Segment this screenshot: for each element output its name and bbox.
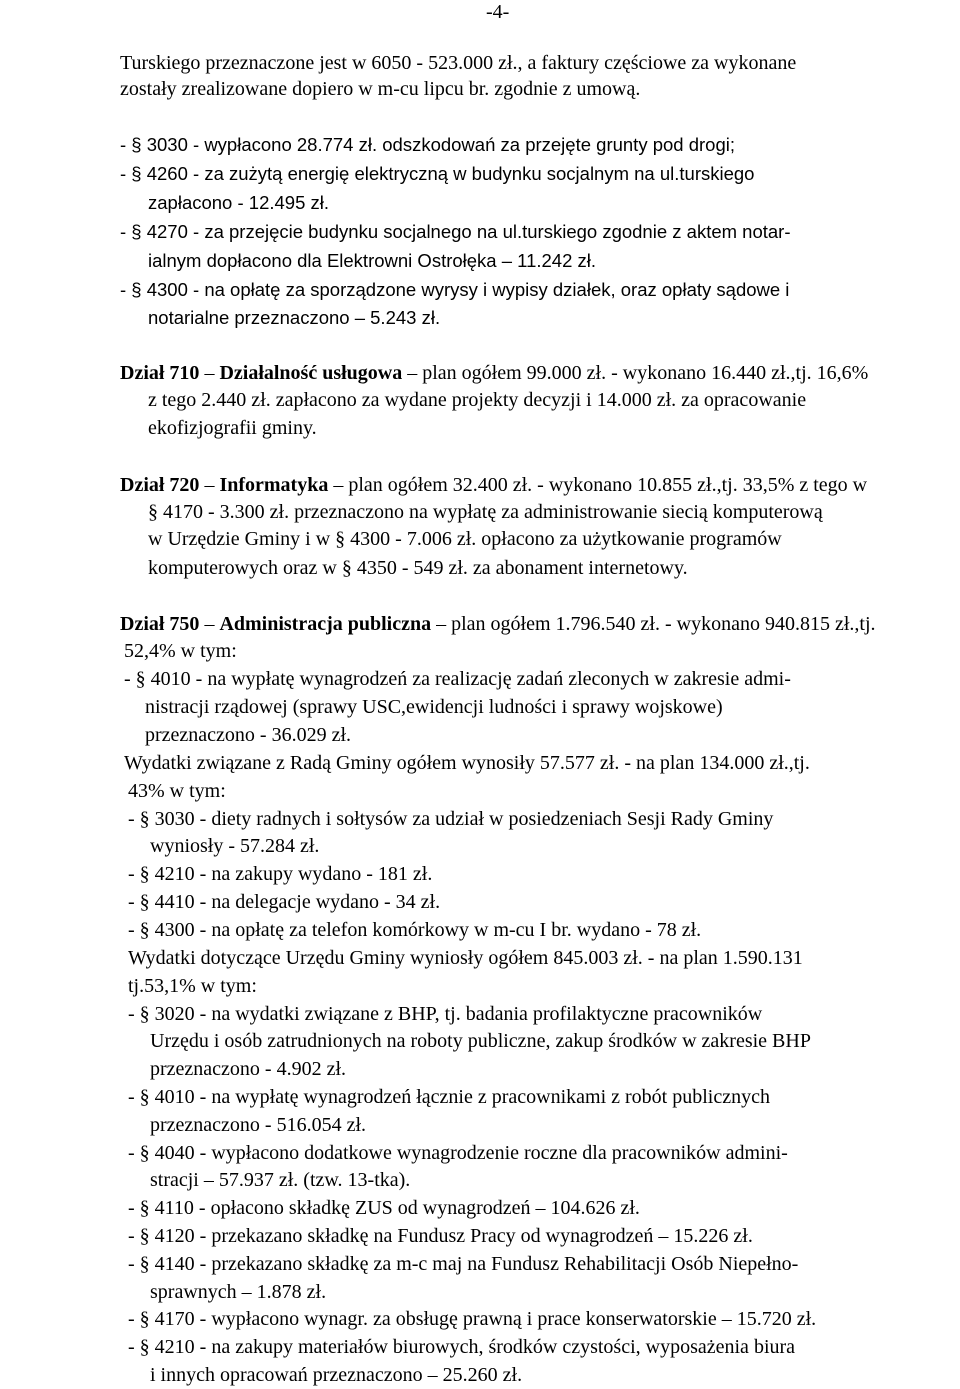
text-line: tj.53,1% w tym:	[128, 975, 257, 997]
text-line: Turskiego przeznaczone jest w 6050 - 523.000 zł., a faktury częściowe za wykonane	[120, 52, 797, 74]
section-title: Działalność usługowa	[219, 362, 403, 384]
text-line: przeznaczono - 36.029 zł.	[145, 724, 352, 746]
text-line: - § 3020 - na wydatki związane z BHP, tj. badania profilaktyczne pracowników	[128, 1003, 763, 1025]
text-line: wyniosły - 57.284 zł.	[150, 835, 320, 857]
text-line: - § 3030 - wypłacono 28.774 zł. odszkodowań za przejęte grunty pod drogi;	[120, 134, 735, 155]
text-line: zostały zrealizowane dopiero w m-cu lipcu br. zgodnie z umową.	[120, 78, 641, 100]
text-line: - § 4300 - na opłatę za sporządzone wyrysy i wypisy działek, oraz opłaty sądowe i	[120, 279, 790, 300]
text-line: nistracji rządowej (sprawy USC,ewidencji ludności i sprawy wojskowe)	[145, 696, 723, 718]
text-line: ialnym dopłacono dla Elektrowni Ostrołęka – 11.242 zł.	[148, 250, 597, 271]
text-line: notarialne przeznaczono – 5.243 zł.	[148, 307, 441, 328]
text-line: - § 4410 - na delegacje wydano - 34 zł.	[128, 891, 441, 913]
text-line: komputerowych oraz w § 4350 - 549 zł. za abonament internetowy.	[148, 557, 688, 579]
section-title: Informatyka	[219, 474, 329, 496]
text-line: - § 4110 - opłacono składkę ZUS od wynagrodzeń – 104.626 zł.	[128, 1197, 640, 1219]
text-line: - § 4210 - na zakupy wydano - 181 zł.	[128, 863, 433, 885]
text-line: - § 4260 - za zużytą energię elektryczną w budynku socjalnym na ul.turskiego	[120, 163, 755, 184]
text-line: przeznaczono - 516.054 zł.	[150, 1114, 367, 1136]
text-line: - § 4170 - wypłacono wynagr. za obsługę prawną i prace konserwatorskie – 15.720 zł.	[128, 1308, 817, 1330]
text-line: z tego 2.440 zł. zapłacono za wydane projekty decyzji i 14.000 zł. za opracowanie	[148, 389, 807, 411]
section-number: Dział 710	[120, 362, 200, 384]
section-heading-720: Dział 720 – Informatyka – plan ogółem 32.400 zł. - wykonano 10.855 zł.,tj. 33,5% z tego w	[120, 474, 868, 496]
text-line: przeznaczono - 4.902 zł.	[150, 1058, 347, 1080]
text-line: - § 4270 - za przejęcie budynku socjalnego na ul.turskiego zgodnie z aktem notar-	[120, 221, 791, 242]
section-title: Administracja publiczna	[219, 613, 432, 635]
text-line: - § 4120 - przekazano składkę na Fundusz Pracy od wynagrodzeń – 15.226 zł.	[128, 1225, 753, 1247]
text-line: § 4170 - 3.300 zł. przeznaczono na wypłatę za administrowanie siecią komputerową	[148, 501, 823, 523]
text-line: - § 4300 - na opłatę za telefon komórkowy w m-cu I br. wydano - 78 zł.	[128, 919, 702, 941]
text-line: 52,4% w tym:	[124, 640, 237, 662]
text-line: Wydatki dotyczące Urzędu Gminy wyniosły ogółem 845.003 zł. - na plan 1.590.131	[128, 947, 803, 969]
section-number: Dział 720	[120, 474, 200, 496]
text-line: ekofizjografii gminy.	[148, 417, 317, 439]
text-line: - § 4040 - wypłacono dodatkowe wynagrodzenie roczne dla pracowników admini-	[128, 1142, 788, 1164]
text-line: - § 4140 - przekazano składkę za m-c maj na Fundusz Rehabilitacji Osób Niepełno-	[128, 1253, 799, 1275]
text-line: - § 3030 - diety radnych i sołtysów za udział w posiedzeniach Sesji Rady Gminy	[128, 808, 774, 830]
section-number: Dział 750	[120, 613, 200, 635]
text-line: stracji – 57.937 zł. (tzw. 13-tka).	[150, 1169, 411, 1191]
text-line: sprawnych – 1.878 zł.	[150, 1281, 327, 1303]
section-heading-710: Dział 710 – Działalność usługowa – plan ogółem 99.000 zł. - wykonano 16.440 zł.,tj. 16,6%	[120, 362, 869, 384]
section-heading-750: Dział 750 – Administracja publiczna – plan ogółem 1.796.540 zł. - wykonano 940.815 zł.,tj.	[120, 613, 876, 635]
page-number: -4-	[486, 1, 510, 23]
text-line: - § 4010 - na wypłatę wynagrodzeń łącznie z pracownikami z robót publicznych	[128, 1086, 770, 1108]
text-line: i innych opracowań przeznaczono – 25.260 zł.	[150, 1364, 523, 1386]
text-line: 43% w tym:	[128, 780, 226, 802]
text-line: zapłacono - 12.495 zł.	[148, 192, 330, 213]
text-line: - § 4010 - na wypłatę wynagrodzeń za realizację zadań zleconych w zakresie admi-	[124, 668, 791, 690]
text-line: - § 4210 - na zakupy materiałów biurowych, środków czystości, wyposażenia biura	[128, 1336, 796, 1358]
text-line: Urzędu i osób zatrudnionych na roboty publiczne, zakup środków w zakresie BHP	[150, 1030, 811, 1052]
text-line: w Urzędzie Gminy i w § 4300 - 7.006 zł. opłacono za użytkowanie programów	[148, 528, 782, 550]
text-line: Wydatki związane z Radą Gminy ogółem wynosiły 57.577 zł. - na plan 134.000 zł.,tj.	[124, 752, 810, 774]
